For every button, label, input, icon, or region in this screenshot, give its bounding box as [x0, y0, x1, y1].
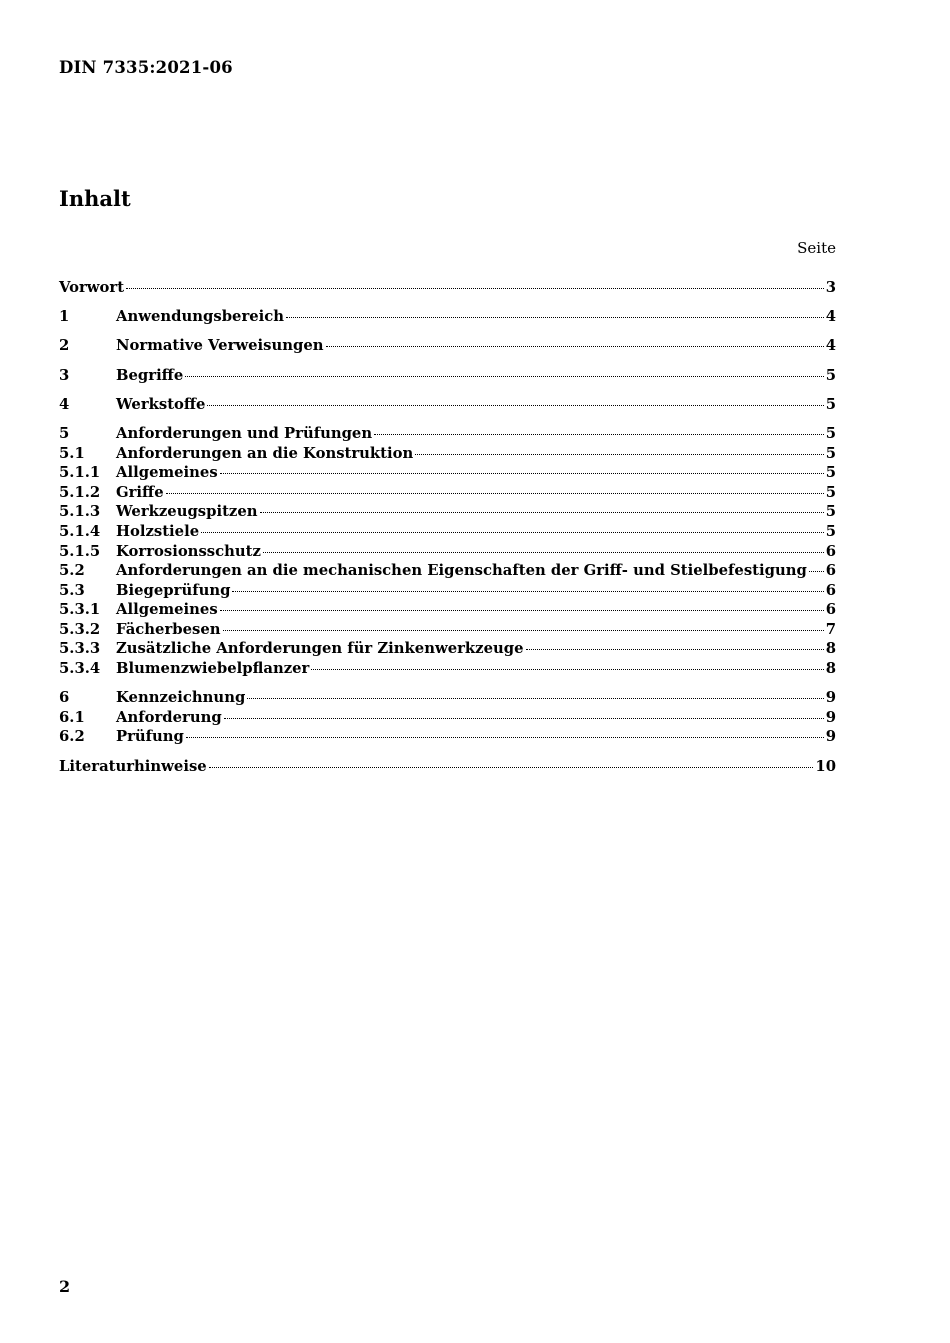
toc-entry[interactable]: [59, 483, 836, 503]
toc-entry[interactable]: [59, 542, 836, 562]
toc-entry-page: 8: [825, 640, 836, 658]
page-column-label: Seite: [797, 239, 836, 257]
toc-entry-title: Anwendungsbereich: [116, 308, 285, 326]
toc-entry-title: Korrosionsschutz: [116, 542, 261, 560]
document-header: DIN 7335:2021-06: [59, 58, 233, 77]
toc-entry-number: 5.3.1: [59, 601, 101, 619]
toc-entry-page: 6: [825, 542, 836, 560]
toc-entry-title: Biegeprüfung: [116, 581, 231, 599]
toc-entry-title: Werkstoffe: [116, 395, 206, 413]
toc-entry[interactable]: [59, 600, 836, 620]
toc-entry-page: 6: [825, 601, 836, 619]
dot-leader: [220, 610, 824, 611]
toc-entry-number: 5.1.1: [59, 464, 101, 482]
toc-entry-title: Holzstiele: [116, 522, 200, 540]
toc-entry-page: 5: [825, 424, 836, 442]
toc-entry-number: 5.1.2: [59, 483, 101, 501]
toc-entry-number: 5.3.2: [59, 620, 101, 638]
toc-entry[interactable]: [59, 727, 836, 747]
table-of-contents: [59, 278, 836, 776]
dot-leader: [209, 767, 814, 768]
dot-leader: [260, 512, 824, 513]
toc-entry-number: 4: [59, 395, 70, 413]
toc-entry-number: 6.2: [59, 728, 85, 746]
toc-entry-title: Griffe: [116, 483, 164, 501]
toc-entry-number: 5.1.5: [59, 542, 101, 560]
toc-entry-page: 4: [825, 337, 836, 355]
toc-entry-page: 6: [825, 581, 836, 599]
toc-entry-title: Anforderungen an die mechanischen Eigenschaften der Griff- und Stielbefestigung: [116, 562, 807, 580]
toc-entry[interactable]: [59, 395, 836, 415]
toc-entry-title: Werkzeugspitzen: [116, 503, 258, 521]
toc-entry-page: 7: [825, 620, 836, 638]
dot-leader: [185, 376, 823, 377]
toc-entry-title: Vorwort: [59, 279, 125, 296]
dot-leader: [201, 532, 824, 533]
toc-entry-number: 5.3: [59, 581, 85, 599]
toc-entry-page: 9: [825, 708, 836, 726]
toc-entry-page: 3: [825, 279, 836, 296]
toc-entry[interactable]: [59, 561, 836, 581]
toc-entry[interactable]: [59, 688, 836, 708]
toc-entry-title: Kennzeichnung: [116, 689, 246, 707]
toc-entry[interactable]: [59, 620, 836, 640]
toc-entry-page: 9: [825, 689, 836, 707]
toc-entry-title: Literaturhinweise: [59, 757, 207, 775]
toc-entry-title: Prüfung: [116, 728, 184, 746]
dot-leader: [415, 454, 823, 455]
toc-entry[interactable]: [59, 463, 836, 483]
toc-entry[interactable]: [59, 444, 836, 464]
toc-entry-page: 5: [825, 395, 836, 413]
toc-entry-number: 3: [59, 366, 70, 384]
toc-entry-number: 5.3.3: [59, 640, 101, 658]
dot-leader: [126, 288, 824, 289]
toc-entry[interactable]: [59, 659, 836, 679]
toc-entry[interactable]: [59, 639, 836, 659]
dot-leader: [809, 571, 824, 572]
toc-entry-page: 5: [825, 444, 836, 462]
toc-entry-title: Allgemeines: [116, 601, 218, 619]
dot-leader: [374, 434, 824, 435]
dot-leader: [326, 346, 824, 347]
toc-entry[interactable]: [59, 366, 836, 386]
toc-entry-title: Anforderung: [116, 708, 222, 726]
toc-entry[interactable]: [59, 581, 836, 601]
toc-entry-title: Anforderungen an die Konstruktion: [116, 444, 414, 462]
toc-entry-number: 5.1.3: [59, 503, 101, 521]
toc-entry-page: 5: [825, 464, 836, 482]
dot-leader: [232, 591, 823, 592]
dot-leader: [311, 669, 823, 670]
toc-entry-title: Fächerbesen: [116, 620, 221, 638]
toc-entry[interactable]: [59, 424, 836, 444]
toc-entry-number: 5.1: [59, 444, 85, 462]
toc-entry-page: 5: [825, 366, 836, 384]
dot-leader: [263, 552, 824, 553]
toc-entry[interactable]: [59, 757, 836, 777]
toc-entry-title: Allgemeines: [116, 464, 218, 482]
toc-entry[interactable]: [59, 708, 836, 728]
dot-leader: [220, 473, 824, 474]
toc-entry-page: 4: [825, 308, 836, 326]
toc-entry-number: 5: [59, 424, 70, 442]
toc-entry-number: 6: [59, 689, 70, 707]
dot-leader: [247, 698, 823, 699]
toc-entry-title: Normative Verweisungen: [116, 337, 324, 355]
toc-entry-page: 5: [825, 483, 836, 501]
page-number: 2: [59, 1277, 71, 1296]
toc-entry-page: 5: [825, 522, 836, 540]
toc-entry-number: 6.1: [59, 708, 85, 726]
toc-entry-number: 2: [59, 337, 70, 355]
toc-entry-title: Anforderungen und Prüfungen: [116, 424, 373, 442]
toc-entry-page: 9: [825, 728, 836, 746]
dot-leader: [526, 649, 824, 650]
toc-entry-title: Zusätzliche Anforderungen für Zinkenwerkzeuge: [116, 640, 524, 658]
dot-leader: [207, 405, 823, 406]
toc-entry-title: Blumenzwiebelpflanzer: [116, 660, 310, 678]
toc-entry-page: 8: [825, 660, 836, 678]
toc-entry-number: 5.1.4: [59, 522, 101, 540]
toc-entry-page: 6: [825, 562, 836, 580]
toc-entry-page: 5: [825, 503, 836, 521]
dot-leader: [286, 317, 824, 318]
toc-entry-number: 5.3.4: [59, 660, 101, 678]
toc-entry-number: 5.2: [59, 562, 85, 580]
toc-heading: Inhalt: [59, 186, 131, 211]
toc-entry-title: Begriffe: [116, 366, 184, 384]
dot-leader: [224, 718, 824, 719]
toc-entry[interactable]: [59, 307, 836, 327]
toc-entry[interactable]: [59, 502, 836, 522]
toc-entry-page: 10: [815, 757, 836, 775]
toc-entry[interactable]: [59, 278, 836, 298]
toc-entry-number: 1: [59, 308, 70, 326]
toc-entry[interactable]: [59, 522, 836, 542]
dot-leader: [186, 737, 824, 738]
dot-leader: [223, 630, 824, 631]
toc-entry[interactable]: [59, 336, 836, 356]
dot-leader: [166, 493, 824, 494]
